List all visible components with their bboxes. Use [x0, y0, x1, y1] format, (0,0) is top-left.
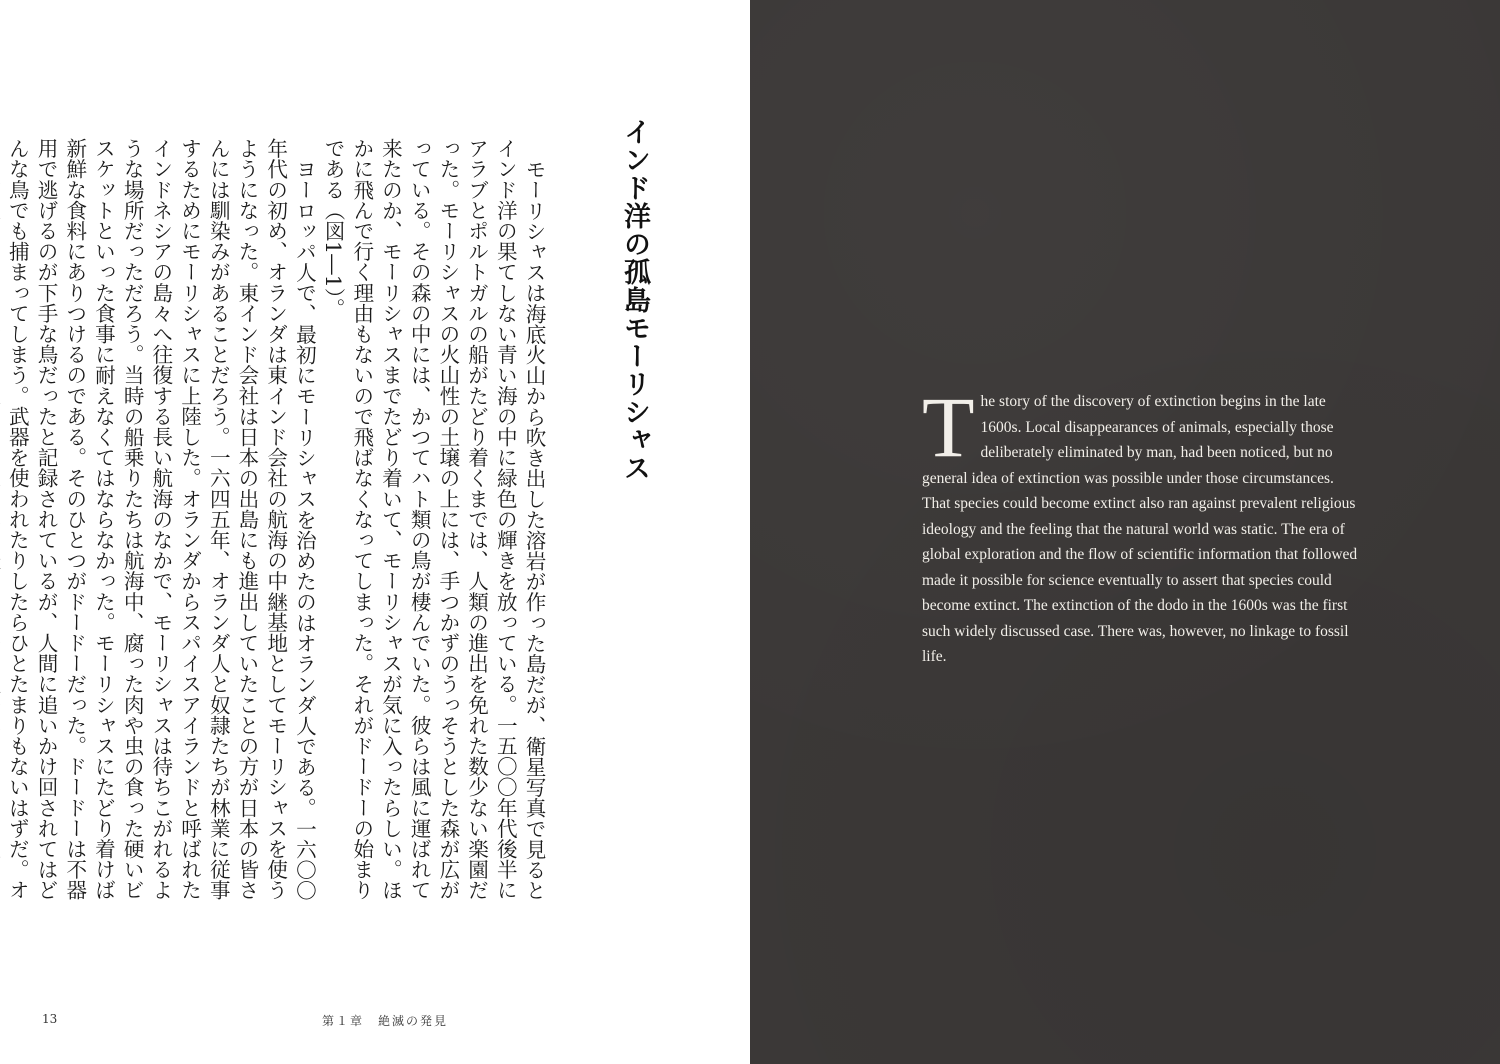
running-footer: 第１章 絶滅の発見 — [322, 1014, 449, 1028]
english-paragraph — [922, 379, 1362, 670]
page-number: 13 — [42, 1012, 58, 1026]
paragraph-2: ヨーロッパ人で、最初にモーリシャスを治めたのはオランダ人である。一六〇〇年代の初め、オランダは東インド会社の航海の中継基地としてモーリシャスを使うようになった。東インド会社は日本の出島にも進出していたことの方が日本の皆さんには馴染みがあることだろう。一六四五年、オランダ人と奴隷たちが林業に従事するためにモーリシャスに上陸した。オランダからスパイスアイランドと呼ばれたインドネシアの島々へ往復する長い航海のなかで、モーリシャスは待ちこがれるような場所だっただろう。当時の船乗りたちは航海中、腐った肉や虫の食った硬いビスケットといった食事に耐えなくてはならなかった。モーリシャスにたどり着けば新鮮な食料にありつけるのである。そのひとつがドードーだった。ドードーは不器用で逃げるのが下手な鳥だったと記録されているが、人間に追いかけ回されてはどんな鳥でも捕まってしまう。武器を使われたりしたらひとたまりもないはずだ。オ — [5, 138, 317, 901]
paragraph-1: モーリシャスは海底火山から吹き出した溶岩が作った島だが、衛星写真で見るとインド洋の果てしない青い海の中に緑色の輝きを放っている。一五〇〇年代後半にアラブとポルトガルの船がたどり着くまでは、人類の進出を免れた数少ない楽園だった。モーリシャスの火山性の土壌の上には、手つかずのうっそうとした森が広がっている。その森の中には、かつてハト類の鳥が棲んでいた。彼らは風に運ばれて来たのか、モーリシャスまでたどり着いて、モーリシャスが気に入ったらしい。ほかに飛んで行く理由もないので飛ばなくなってしまった。それがドードーの始まりである（図1―1）。 — [321, 138, 546, 901]
right-page — [750, 0, 1500, 1064]
section-heading: インド洋の孤島モーリシャス — [619, 118, 650, 482]
drop-cap: T — [922, 379, 975, 475]
body-text — [5, 138, 548, 918]
english-text: he story of the discovery of extinction begins in the late 1600s. Local disappearances of animals, especially those deliberately eliminated by man, had been noticed, but no general idea of extinction was possible under those circumstances. That species could become extinct also ran against prevalent religious ideology and the feeling that the natural world was static. The era of global exploration and the flow of scientific information that followed made it possible for science eventually to assert that species could become extinct. The extinction of the dodo in the 1600s was the first such widely discussed case. There was, however, no linkage to fossil life. — [922, 393, 1358, 665]
